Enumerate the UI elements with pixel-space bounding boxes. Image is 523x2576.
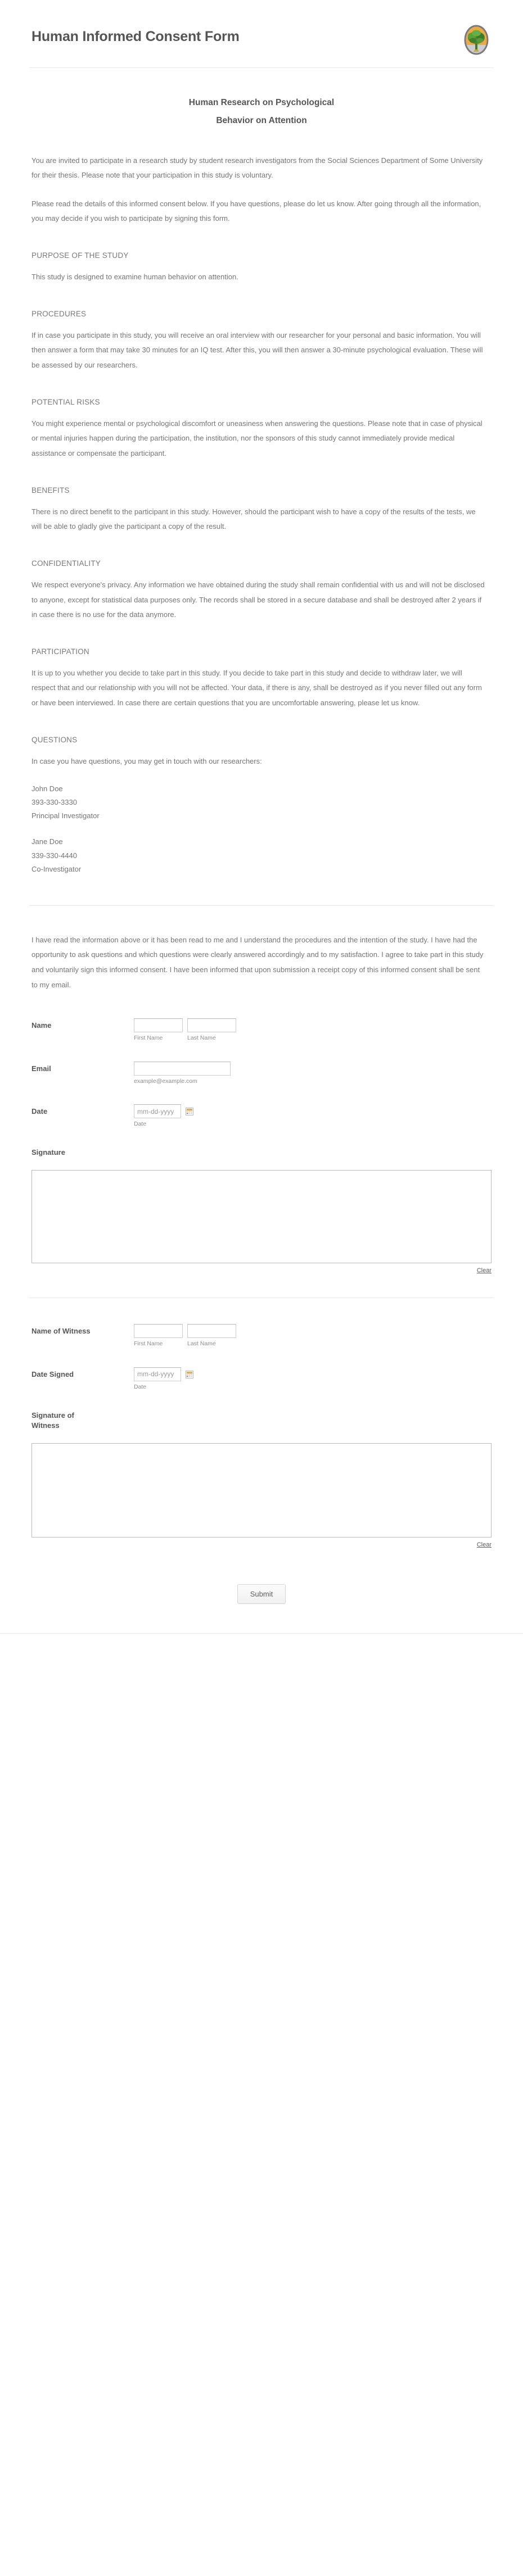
last-name-group <box>187 1018 236 1042</box>
field-row-date <box>31 1104 492 1128</box>
consent-statement-block <box>0 933 523 993</box>
document-heading-line-2: Behavior on Attention <box>216 115 307 125</box>
submit-row <box>0 1584 523 1604</box>
section-participation <box>31 647 492 711</box>
email-group <box>134 1062 231 1086</box>
date-signed-input[interactable] <box>134 1367 181 1381</box>
section-body: You might experience mental or psychological discomfort or uneasiness when answering the questions. Please note that in case of physical or mental injuries happen during the participation, the institution, nor the sponsors of this study cannot immediately provide medical assistance or compensate the participant. <box>31 419 483 457</box>
field-row-name <box>31 1018 492 1042</box>
email-input[interactable] <box>134 1062 231 1076</box>
last-name-input[interactable] <box>187 1018 236 1032</box>
form-header <box>0 0 523 55</box>
first-name-group <box>134 1018 183 1042</box>
section-confidentiality <box>31 559 492 623</box>
intro-paragraph-2: Please read the details of this informed consent below. If you have questions, please do let us know. After going through all the information, you may decide if you wish to participate by signing this form. <box>31 199 481 223</box>
document-body <box>0 153 523 876</box>
field-row-email <box>31 1062 492 1086</box>
researcher-contact <box>31 835 492 876</box>
section-title: BENEFITS <box>31 486 70 495</box>
signature-pad[interactable] <box>31 1170 492 1263</box>
contact-phone: 339-330-4440 <box>31 851 77 860</box>
researcher-contact <box>31 782 492 823</box>
contact-role: Principal Investigator <box>31 811 100 820</box>
date-signed-group <box>134 1367 181 1391</box>
footer-divider <box>0 1633 523 1634</box>
signature-block <box>0 1148 523 1275</box>
witness-first-name-input[interactable] <box>134 1324 183 1338</box>
witness-signature-clear-row <box>31 1539 492 1549</box>
date-signed-label: Date Signed <box>31 1369 74 1378</box>
section-title: PURPOSE OF THE STUDY <box>31 251 129 260</box>
document-heading-line-1: Human Research on Psychological <box>188 98 335 107</box>
page-title: Human Informed Consent Form <box>31 29 240 44</box>
email-label: Email <box>31 1064 51 1073</box>
witness-last-name-input[interactable] <box>187 1324 236 1338</box>
witness-signature-label: Signature of Witness <box>31 1411 74 1430</box>
document-heading <box>104 94 419 130</box>
contact-name: Jane Doe <box>31 837 63 846</box>
first-name-input[interactable] <box>134 1018 183 1032</box>
date-signed-hint: Date <box>134 1383 147 1390</box>
tree-emblem-logo-icon <box>461 25 492 55</box>
section-body: We respect everyone's privacy. Any information we have obtained during the study shall remain confidential with us and will not be disclosed to anyone, except for statistical data purposes only. The records shall be stored in a secure database and shall be destroyed after 2 years if in case there is no use for the data anymore. <box>31 580 485 619</box>
participant-form <box>0 1018 523 1128</box>
field-row-witness-name <box>31 1324 492 1348</box>
witness-first-name-group <box>134 1324 183 1348</box>
witness-signature-block <box>0 1411 523 1549</box>
section-body: There is no direct benefit to the participant in this study. However, should the participant wish to have a copy of the results of the tests, we will be able to gladly give the participant a copy of the result. <box>31 507 476 531</box>
contact-phone: 393-330-3330 <box>31 798 77 807</box>
witness-form <box>0 1324 523 1391</box>
calendar-icon[interactable] <box>186 1108 193 1115</box>
contact-name: John Doe <box>31 784 63 793</box>
section-title: CONFIDENTIALITY <box>31 559 101 568</box>
section-questions <box>31 736 492 876</box>
section-title: PROCEDURES <box>31 309 87 318</box>
signature-label: Signature <box>31 1148 65 1157</box>
last-name-hint: Last Name <box>187 1035 216 1042</box>
contact-role: Co-Investigator <box>31 864 82 873</box>
section-body: This study is designed to examine human behavior on attention. <box>31 273 238 282</box>
calendar-icon[interactable] <box>186 1371 193 1378</box>
witness-first-name-hint: First Name <box>134 1340 163 1348</box>
intro-paragraph-1: You are invited to participate in a research study by student research investigators from the Social Sciences Department of Some University for their thesis. Please note that your participation in this study is voluntary. <box>31 156 483 180</box>
header-divider <box>29 67 494 68</box>
witness-last-name-hint: Last Name <box>187 1340 216 1348</box>
field-row-date-signed <box>31 1367 492 1391</box>
date-hint: Date <box>134 1121 147 1128</box>
witness-name-label: Name of Witness <box>31 1327 91 1336</box>
signature-clear-row <box>31 1265 492 1275</box>
section-procedures <box>31 310 492 373</box>
first-name-hint: First Name <box>134 1035 163 1042</box>
date-input[interactable] <box>134 1104 181 1118</box>
witness-signature-pad[interactable] <box>31 1443 492 1538</box>
consent-statement: I have read the information above or it has been read to me and I understand the procedures and the intention of the study. I have had the opportunity to ask questions and which questions were clearly answered accordingly and to my satisfaction. I agree to take part in this study and voluntarily sign this informed consent. I have been informed that upon submission a receipt copy of this informed consent shall be sent to my email. <box>31 935 484 989</box>
section-body: If in case you participate in this study, you will receive an oral interview with our researcher for your personal and basic information. You will then answer a form that may take 30 minutes for an IQ test. After this, you will then answer a 30-minute psychological evaluation. These will be assessed by our researchers. <box>31 330 483 370</box>
witness-last-name-group <box>187 1324 236 1348</box>
section-benefits <box>31 486 492 534</box>
section-body: In case you have questions, you may get in touch with our researchers: <box>31 756 262 765</box>
date-group <box>134 1104 181 1128</box>
date-label: Date <box>31 1107 48 1116</box>
section-title: PARTICIPATION <box>31 647 89 656</box>
section-body: It is up to you whether you decide to take part in this study. If you decide to take part in this study and decide to withdraw later, we will respect that and our relationship with you will not be affected. Your data, if there is any, shall be destroyed as if you never filled out any form or have been interviewed. In case there are certain questions that you are uncomfortable answering, please let us know. <box>31 668 482 708</box>
clear-witness-signature-link[interactable]: Clear <box>476 1541 492 1548</box>
section-title: QUESTIONS <box>31 735 78 744</box>
email-hint: example@example.com <box>134 1077 197 1085</box>
name-label: Name <box>31 1021 52 1030</box>
section-potential-risks <box>31 398 492 461</box>
submit-button[interactable]: Submit <box>237 1584 286 1604</box>
section-title: POTENTIAL RISKS <box>31 397 100 406</box>
clear-signature-link[interactable]: Clear <box>476 1267 492 1275</box>
section-purpose-of-the-study <box>31 251 492 285</box>
consent-divider <box>29 905 494 906</box>
